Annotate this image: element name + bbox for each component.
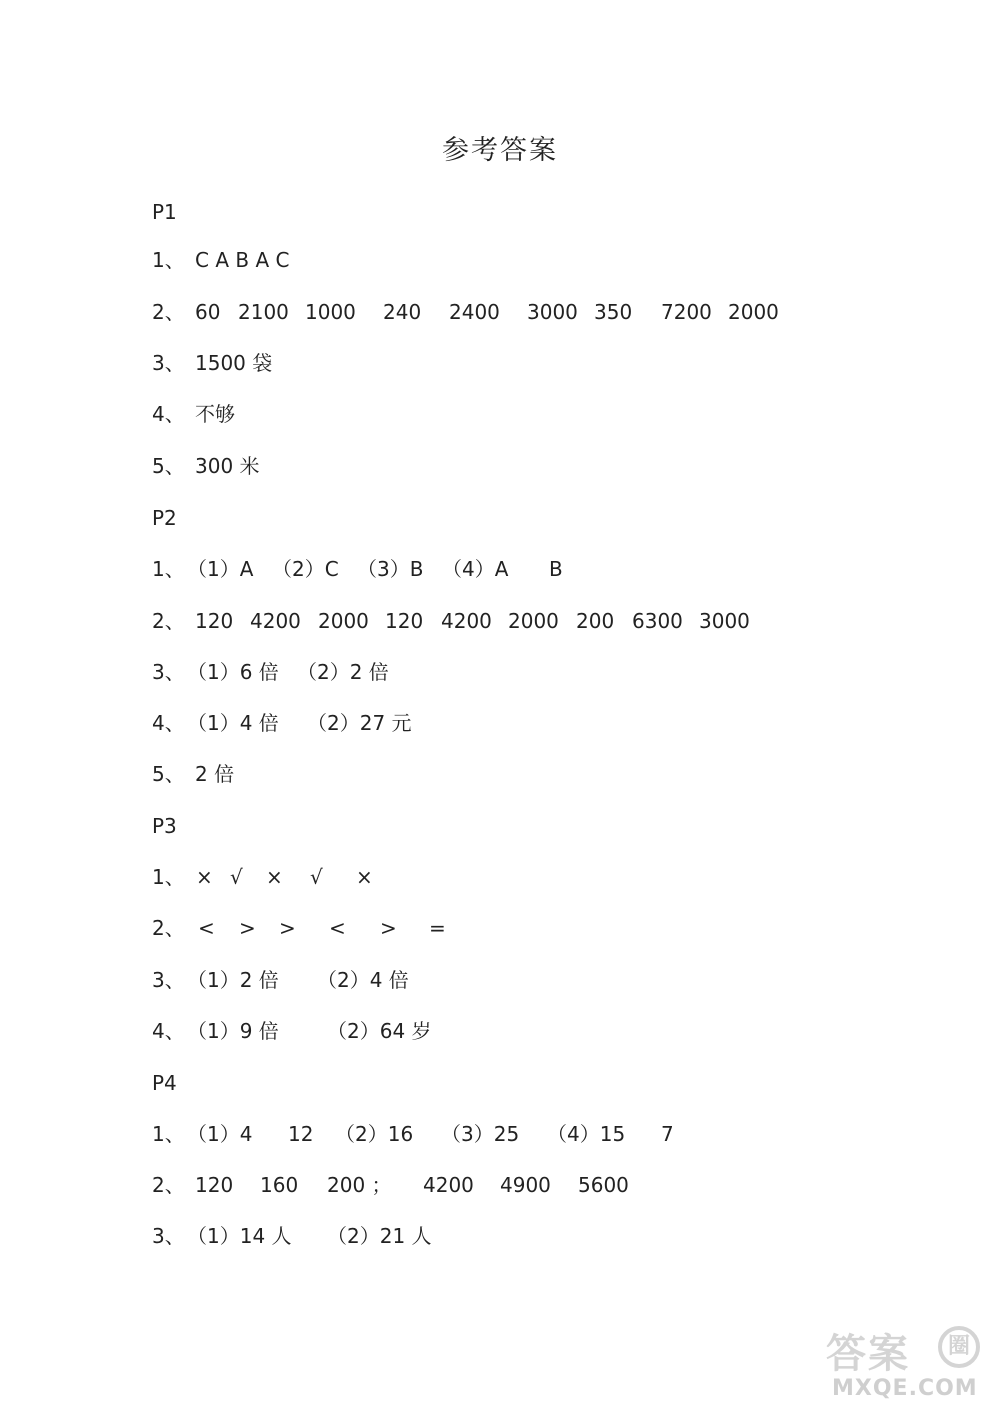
answer-value: √ [310, 865, 323, 889]
watermark-circle-icon: 圈 [938, 1326, 980, 1368]
answer-value: 300 米 [195, 454, 260, 478]
answer-value: 2000 [728, 300, 779, 324]
answer-value: 60 [195, 300, 221, 324]
question-number: 3、 [152, 968, 185, 992]
watermark-top-text: 答案 [826, 1331, 910, 1377]
answer-value: 160 [260, 1173, 299, 1197]
answer-line [152, 606, 750, 636]
answer-value: 240 [383, 300, 422, 324]
answer-value: （2）16 [335, 1122, 414, 1146]
section-heading: P4 [152, 1071, 177, 1095]
answer-value: 4200 [441, 609, 492, 633]
answer-line [152, 1221, 432, 1251]
answer-value: 2100 [238, 300, 289, 324]
answer-value: （1）4 [187, 1122, 253, 1146]
answer-value: （2）4 倍 [317, 968, 409, 992]
answer-value: 7200 [661, 300, 712, 324]
answer-value: （1）A [187, 557, 254, 581]
answer-value: 2000 [318, 609, 369, 633]
question-number: 2、 [152, 609, 185, 633]
answer-value: （2）27 元 [307, 711, 412, 735]
answer-value: < [198, 916, 215, 940]
answer-line [152, 399, 235, 429]
answer-value: 120 [385, 609, 424, 633]
answer-value: 7 [661, 1122, 674, 1146]
question-number: 2、 [152, 1173, 185, 1197]
answer-value: × [196, 865, 213, 889]
answer-value: （1）2 倍 [187, 968, 279, 992]
section-heading: P1 [152, 200, 177, 224]
answer-value: 12 [288, 1122, 314, 1146]
watermark-logo [820, 1320, 990, 1400]
answer-value: （2）64 岁 [327, 1019, 432, 1043]
answer-value: B [549, 557, 563, 581]
answer-value: （2）21 人 [327, 1224, 432, 1248]
question-number: 4、 [152, 711, 185, 735]
question-number: 1、 [152, 1122, 185, 1146]
answer-value: 2000 [508, 609, 559, 633]
question-number: 3、 [152, 660, 185, 684]
answer-line [152, 913, 446, 943]
question-number: 5、 [152, 762, 185, 786]
answer-value: C A B A C [195, 248, 290, 272]
answer-value: 4900 [500, 1173, 551, 1197]
answer-value: 不够 [195, 402, 235, 426]
answer-value: 120 [195, 609, 234, 633]
answer-value: 2 倍 [195, 762, 235, 786]
question-number: 4、 [152, 1019, 185, 1043]
answer-value: 1000 [305, 300, 356, 324]
question-number: 1、 [152, 557, 185, 581]
question-number: 5、 [152, 454, 185, 478]
answer-line [152, 965, 409, 995]
answer-value: （1）4 倍 [187, 711, 279, 735]
answer-value: 200 ； [327, 1173, 392, 1197]
answer-value: （4）A [442, 557, 509, 581]
answer-value: 350 [594, 300, 633, 324]
answer-line [152, 1119, 674, 1149]
watermark-site-text: MXQE.COM [832, 1376, 978, 1401]
answer-line [152, 759, 235, 789]
page-title: 参考答案 [442, 135, 558, 166]
question-number: 1、 [152, 248, 185, 272]
answer-value: × [356, 865, 373, 889]
answer-value: （4）15 [547, 1122, 626, 1146]
question-number: 2、 [152, 300, 185, 324]
question-number: 3、 [152, 351, 185, 375]
answer-line [152, 554, 563, 584]
answer-value: （3）B [357, 557, 424, 581]
answer-value: （2）2 倍 [297, 660, 389, 684]
answer-value: （1）9 倍 [187, 1019, 279, 1043]
question-number: 3、 [152, 1224, 185, 1248]
answer-value: √ [230, 865, 243, 889]
answer-value: < [329, 916, 346, 940]
answer-value: （2）C [272, 557, 339, 581]
answer-value: × [266, 865, 283, 889]
answer-value: 2400 [449, 300, 500, 324]
answer-value: > [279, 916, 296, 940]
answer-value: 1500 袋 [195, 351, 273, 375]
answer-value: 4200 [250, 609, 301, 633]
answer-line [152, 297, 779, 327]
answer-value: > [380, 916, 397, 940]
answer-value: 3000 [699, 609, 750, 633]
answer-line [152, 862, 373, 892]
answer-line [152, 657, 389, 687]
answer-value: 200 [576, 609, 615, 633]
answer-value: 6300 [632, 609, 683, 633]
answer-line [152, 1016, 432, 1046]
answer-line [152, 451, 260, 481]
section-heading: P3 [152, 814, 177, 838]
answer-line [152, 245, 290, 275]
answer-value: 4200 [423, 1173, 474, 1197]
question-number: 2、 [152, 916, 185, 940]
answer-value: 3000 [527, 300, 578, 324]
answer-value: = [429, 916, 446, 940]
answer-line [152, 1170, 629, 1200]
answer-line [152, 348, 273, 378]
answer-line [152, 708, 412, 738]
answer-value: 5600 [578, 1173, 629, 1197]
question-number: 1、 [152, 865, 185, 889]
answer-value: 120 [195, 1173, 234, 1197]
question-number: 4、 [152, 402, 185, 426]
answer-value: （1）6 倍 [187, 660, 279, 684]
section-heading: P2 [152, 506, 177, 530]
answer-value: > [239, 916, 256, 940]
answer-value: （1）14 人 [187, 1224, 292, 1248]
answer-value: （3）25 [441, 1122, 520, 1146]
